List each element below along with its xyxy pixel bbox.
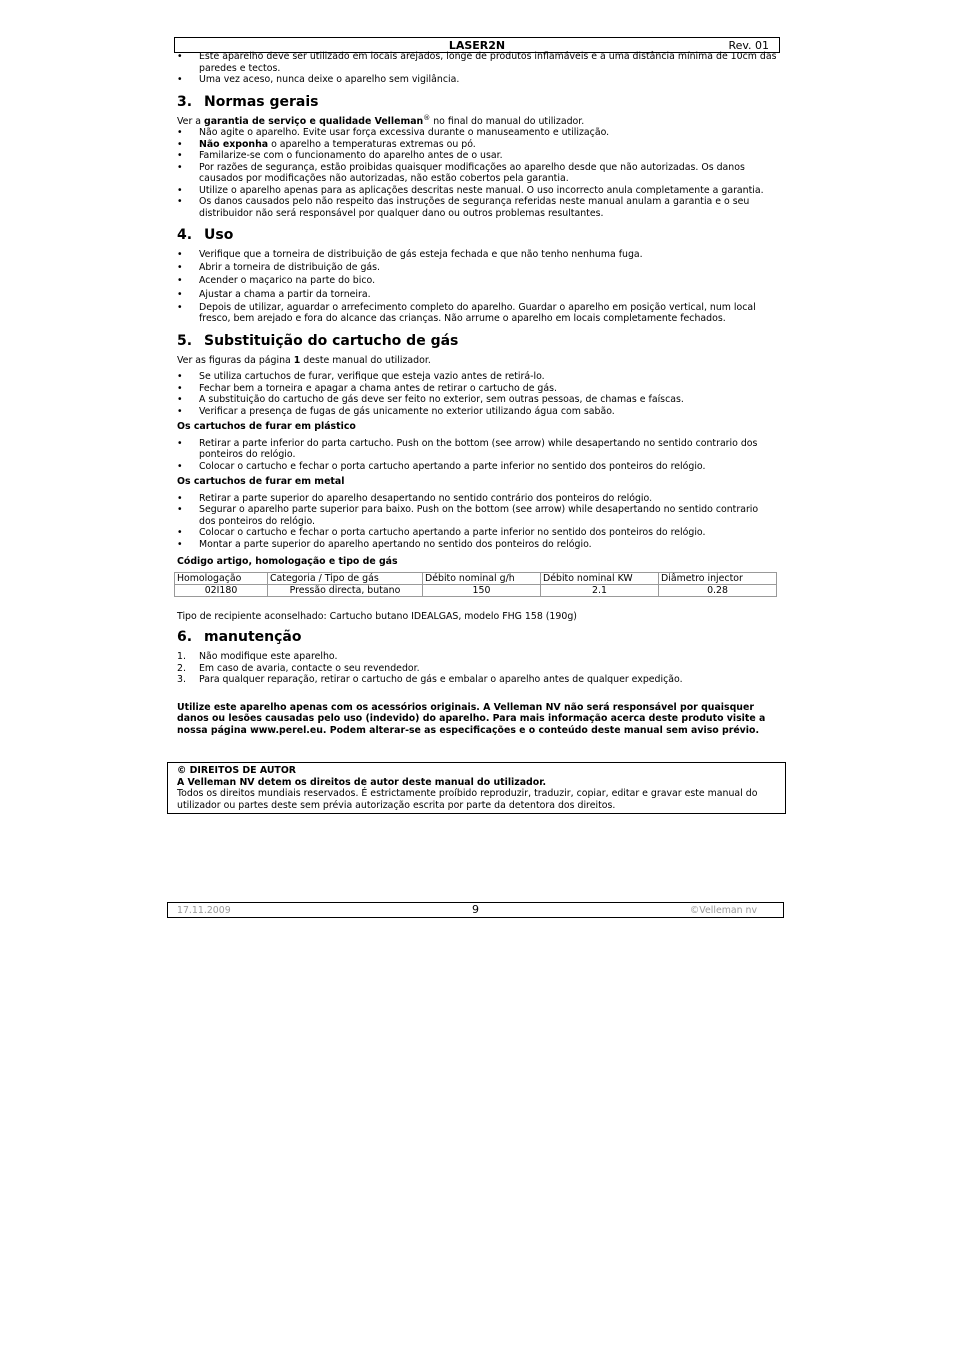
list-item: • Não exponha o aparelho a temperaturas extremas ou pó.	[177, 139, 777, 151]
plastic-cartridges-list	[177, 438, 777, 473]
list-item: • Este aparelho deve ser utilizado em locais arejados, longe de produtos inflamáveis e a uma distância mínima de 10cm das paredes e tectos.	[177, 51, 777, 74]
table-header-cell: Débito nominal KW	[541, 572, 659, 584]
list-item: • Colocar o cartucho e fechar o porta cartucho apertando a parte inferior no sentido dos ponteiros do relógio.	[177, 461, 777, 473]
list-item: • Por razões de segurança, estão proibidas quaisquer modificações ao aparelho desde que não autorizadas. Os danos causados por modificações não autorizadas, não estão cobertos pela garantia.	[177, 162, 777, 185]
table-header-row	[175, 572, 777, 584]
top-bullet-list	[177, 51, 777, 86]
list-item: • Acender o maçarico na parte do bico.	[177, 275, 777, 287]
footer-copyright: ©Velleman nv	[689, 905, 757, 916]
section-3-intro: Ver a garantia de serviço e qualidade Velleman® no final do manual do utilizador.	[177, 113, 585, 127]
list-item: • Retirar a parte inferior do parta cartucho. Push on the bottom (see arrow) while desapertando no sentido contrario dos ponteiros do relógio.	[177, 438, 777, 461]
section-6-heading: 6. manutenção	[177, 629, 302, 646]
table-cell: 2.1	[541, 584, 659, 596]
table-header-cell: Diâmetro injector	[659, 572, 777, 584]
list-item: • Fechar bem a torneira e apagar a chama antes de retirar o cartucho de gás.	[177, 383, 777, 395]
gas-table-title: Código artigo, homologação e tipo de gás	[177, 556, 398, 568]
table-cell: 02I180	[175, 584, 268, 596]
section-5-intro: Ver as figuras da página 1 deste manual do utilizador.	[177, 354, 431, 366]
list-item: • Familarize-se com o funcionamento do aparelho antes de o usar.	[177, 150, 777, 162]
list-item: • Segurar o aparelho parte superior para baixo. Push on the bottom (see arrow) while desapertando no sentido contrario dos ponteiros do relógio.	[177, 504, 777, 527]
gas-specs-table	[174, 572, 777, 597]
recommended-container: Tipo de recipiente aconselhado: Cartucho butano IDEALGAS, modelo FHG 158 (190g)	[177, 610, 577, 622]
copyright-box	[167, 762, 786, 814]
metal-cartridges-list	[177, 493, 777, 551]
page-number: 9	[472, 903, 479, 916]
section-3-list	[177, 127, 777, 219]
table-header-cell: Débito nominal g/h	[423, 572, 541, 584]
list-item: • Ajustar a chama a partir da torneira.	[177, 289, 777, 301]
accessories-notice: Utilize este aparelho apenas com os acessórios originais. A Velleman NV não será responsável por quaisquer danos ou lesões causadas pelo uso (indevido) do aparelho. Para mais informação acerca deste produto visite a nossa página www.perel.eu. Podem alterar-se as especificações e o conteúdo deste manual sem aviso prévio.	[177, 701, 766, 736]
section-6-list	[177, 651, 777, 686]
table-row	[175, 584, 777, 596]
section-5-list	[177, 371, 777, 417]
copyright-text: Todos os direitos mundiais reservados. É estrictamente proíbido reproduzir, traduzir, copiar, editar e gravar este manual do utilizador ou partes deste sem prévia autorização escrita por parte da detentora dos direitos.	[177, 788, 758, 811]
section-5-heading: 5. Substituição do cartucho de gás	[177, 332, 459, 349]
copyright-title: © DIREITOS DE AUTOR	[177, 765, 297, 776]
list-item: 3. Para qualquer reparação, retirar o cartucho de gás e embalar o aparelho antes de qualquer expedição.	[177, 674, 683, 686]
list-item: 1. Não modifique este aparelho.	[177, 651, 338, 663]
section-3-heading: 3. Normas gerais	[177, 93, 319, 110]
list-item: • Montar a parte superior do aparelho apertando no sentido dos ponteiros do relógio.	[177, 539, 777, 551]
list-item: • Uma vez aceso, nunca deixe o aparelho sem vigilância.	[177, 74, 777, 86]
list-item: • Utilize o aparelho apenas para as aplicações descritas neste manual. O uso incorrecto anula completamente a garantia.	[177, 185, 777, 197]
list-item: • Os danos causados pelo não respeito das instruções de segurança referidas neste manual anulam a garantia e o seu distribuidor não será responsável por qualquer dano ou outros problemas resultantes.	[177, 196, 777, 219]
table-cell: 150	[423, 584, 541, 596]
page-content	[177, 51, 777, 736]
table-cell: Pressão directa, butano	[268, 584, 423, 596]
list-item: • A substituição do cartucho de gás deve ser feito no exterior, sem outras pessoas, de chamas e faíscas.	[177, 394, 777, 406]
section-4-heading: 4. Uso	[177, 227, 234, 243]
list-item: 2. Em caso de avaria, contacte o seu revendedor.	[177, 662, 420, 674]
header-revision: Rev. 01	[728, 39, 769, 52]
table-header-cell: Homologação	[175, 572, 268, 584]
list-item: • Depois de utilizar, aguardar o arrefecimento completo do aparelho. Guardar o aparelho em posição vertical, num local fresco, bem arejado e fora do alcance das crianças. Não arrume o aparelho em locais completamente fechados.	[177, 302, 777, 325]
plastic-cartridges-subheading: Os cartuchos de furar em plástico	[177, 421, 356, 433]
metal-cartridges-subheading: Os cartuchos de furar em metal	[177, 476, 345, 488]
list-item: • Retirar a parte superior do aparelho desapertando no sentido contrário dos ponteiros do relógio.	[177, 493, 777, 505]
page-footer	[167, 902, 784, 918]
list-item: • Verifique que a torneira de distribuição de gás esteja fechada e que não tenho nenhuma fuga.	[177, 249, 777, 261]
list-item: • Verificar a presença de fugas de gás unicamente no exterior utilizando água com sabão.	[177, 406, 777, 418]
list-item: • Se utiliza cartuchos de furar, verifique que esteja vazio antes de retirá-lo.	[177, 371, 777, 383]
list-item: • Colocar o cartucho e fechar o porta cartucho apertando a parte inferior no sentido dos ponteiros do relógio.	[177, 527, 777, 539]
list-item: • Abrir a torneira de distribuição de gás.	[177, 262, 777, 274]
header-title: LASER2N	[448, 39, 506, 52]
table-cell: 0.28	[659, 584, 777, 596]
table-header-cell: Categoria / Tipo de gás	[268, 572, 423, 584]
section-4-list	[177, 249, 777, 325]
footer-date: 17.11.2009	[177, 905, 231, 916]
copyright-owner: A Velleman NV detem os direitos de autor deste manual do utilizador.	[177, 776, 547, 788]
list-item: • Não agite o aparelho. Evite usar força excessiva durante o manuseamento e utilização.	[177, 127, 777, 139]
